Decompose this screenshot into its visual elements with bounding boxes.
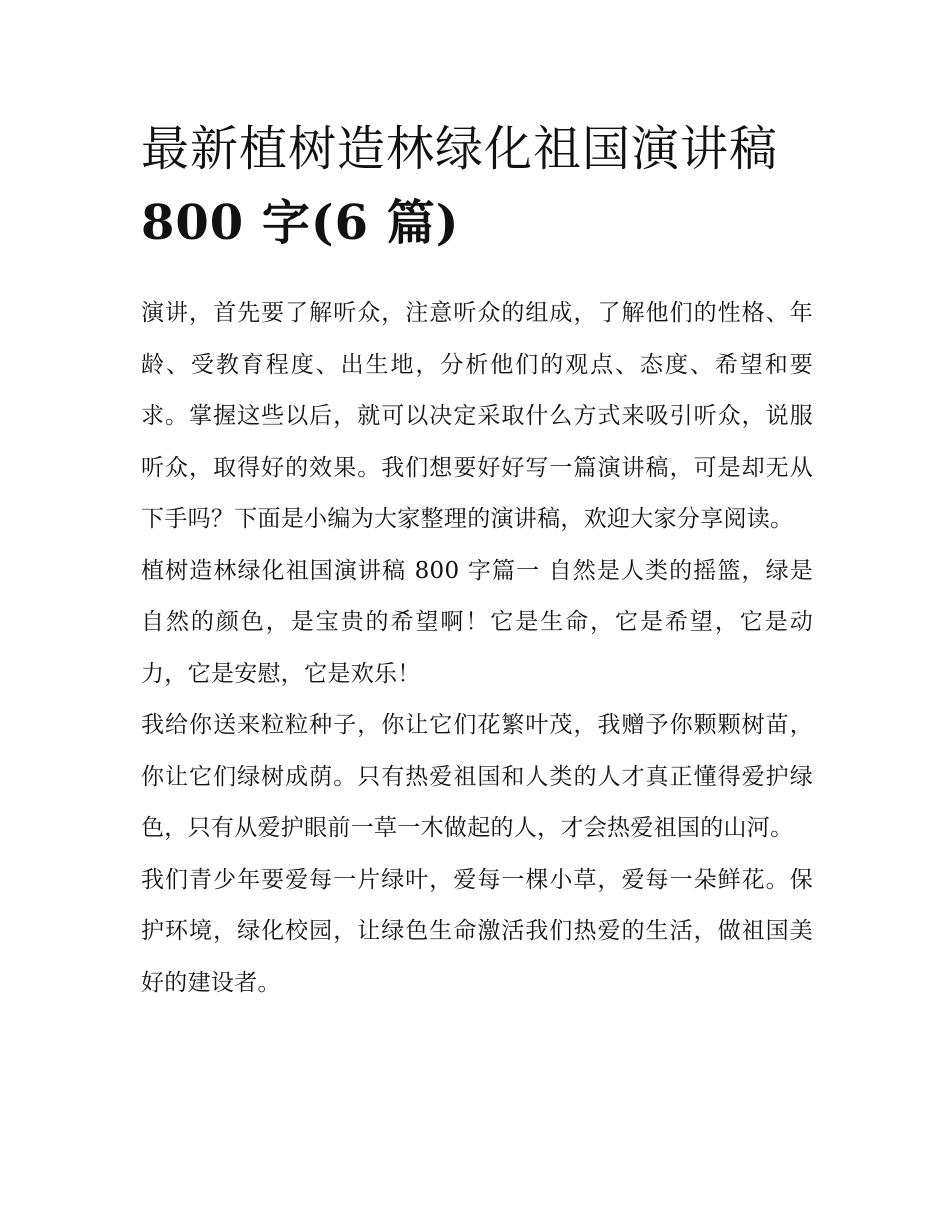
paragraph-1: 植树造林绿化祖国演讲稿 800 字篇一 自然是人类的摇篮，绿是自然的颜色，是宝贵的希望啊！它是生命，它是希望，它是动力，它是安慰，它是欢乐！: [141, 557, 813, 687]
document-page: [141, 112, 813, 1009]
document-title: [141, 112, 813, 260]
document-body: [141, 288, 813, 1009]
title-line-1: 最新植树造林绿化祖国演讲稿: [141, 121, 779, 177]
title-line-2: 800 字(6 篇): [141, 195, 460, 251]
paragraph-3: 我们青少年要爱每一片绿叶，爱每一棵小草，爱每一朵鲜花。保护环境，绿化校园，让绿色生命激活我们热爱的生活，做祖国美好的建设者。: [141, 866, 813, 996]
paragraph-intro: 演讲，首先要了解听众，注意听众的组成，了解他们的性格、年龄、受教育程度、出生地，分析他们的观点、态度、希望和要求。掌握这些以后，就可以决定采取什么方式来吸引听众，说服听众，取得好的效果。我们想要好好写一篇演讲稿，可是却无从下手吗？下面是小编为大家整理的演讲稿，欢迎大家分享阅读。: [141, 300, 813, 532]
paragraph-2: 我给你送来粒粒种子，你让它们花繁叶茂，我赠予你颗颗树苗，你让它们绿树成荫。只有热爱祖国和人类的人才真正懂得爱护绿色，只有从爱护眼前一草一木做起的人，才会热爱祖国的山河。: [141, 712, 813, 841]
